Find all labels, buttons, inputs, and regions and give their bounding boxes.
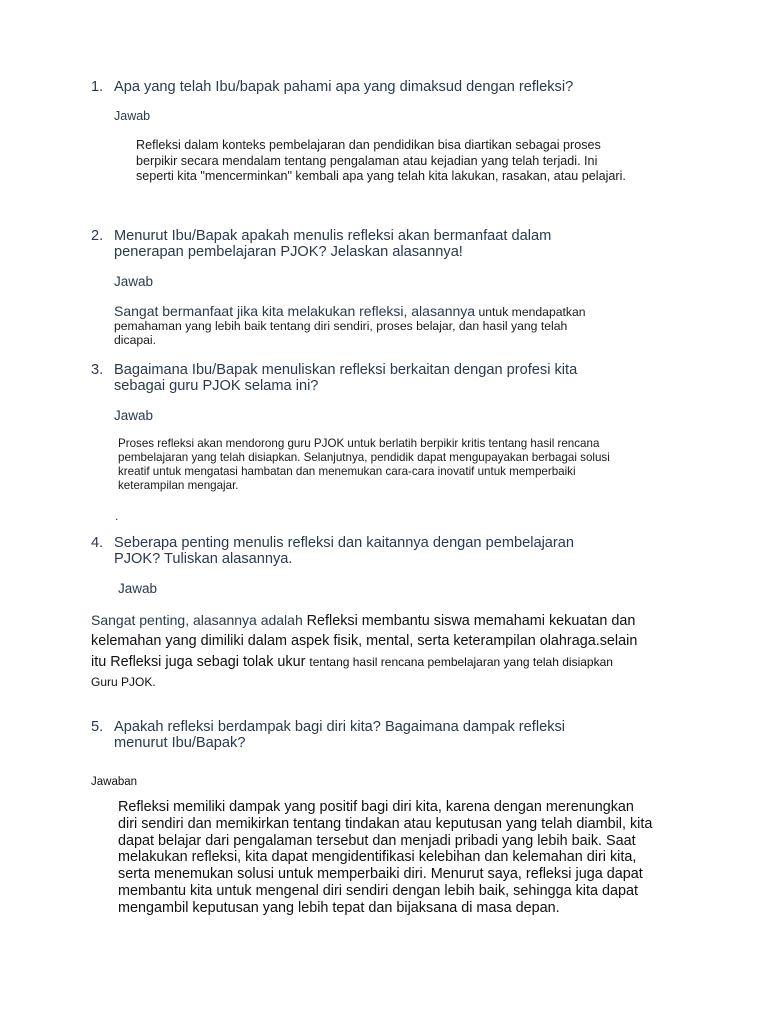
answer-line: Proses refleksi akan mendorong guru PJOK untuk berlatih berpikir kritis tentang hasil rencana (118, 437, 600, 450)
answer-line: serta menemukan solusi untuk memperbaiki diri. Menurut saya, refleksi juga dapat (118, 866, 643, 883)
question-text: Apa yang telah Ibu/bapak pahami apa yang dimaksud dengan refleksi? (114, 79, 574, 95)
answer-label: Jawab (118, 581, 158, 596)
answer-1 (136, 138, 626, 185)
answer-line: keterampilan mengajar. (118, 479, 239, 492)
answer-lead: Sangat bermanfaat jika kita melakukan refleksi, alasannya (114, 303, 476, 319)
answer-line: Refleksi memiliki dampak yang positif bagi diri kita, karena dengan merenungkan (118, 799, 634, 815)
answer-line (114, 304, 586, 319)
question-text: penerapan pembelajaran PJOK? Jelaskan alasannya! (114, 244, 463, 260)
answer-text: tentang hasil rencana pembelajaran yang telah disiapkan (309, 655, 613, 669)
answer-line (91, 651, 637, 672)
answer-tail: untuk mendapatkan (475, 305, 586, 319)
question-number: 1. (91, 79, 104, 95)
answer-text: Refleksi membantu siswa memahami kekuatan dan (306, 613, 636, 629)
answer-line: dapat belajar dari pengalaman tersebut dan menjadi pribadi yang lebih baik. Saat (118, 832, 636, 849)
answer-5 (118, 799, 652, 917)
answer-3 (118, 437, 610, 493)
answer-line (91, 610, 637, 631)
question-text: sebagai guru PJOK selama ini? (114, 378, 319, 394)
answer-line: kreatif untuk mengatasi hambatan dan menemukan cara-cara inovatif untuk memperbaiki (118, 465, 576, 478)
answer-label: Jawab (114, 274, 154, 289)
answer-label: Jawab (114, 109, 151, 123)
answer-text: itu Refleksi juga sebagi tolak ukur (91, 654, 310, 670)
question-number: 5. (91, 719, 104, 735)
answer-line: berpikir secara mendalam tentang pengalaman atau kejadian yang telah terjadi. Ini (136, 153, 598, 168)
answer-line: pembelajaran yang telah disiapkan. Selanjutnya, pendidik dapat mengupayakan berbagai solusi (118, 451, 610, 464)
question-number: 2. (91, 228, 104, 244)
answer-line: melakukan refleksi, kita dapat mengidentifikasi kelebihan dan kelemahan diri kita, (118, 849, 637, 866)
answer-line: Guru PJOK. (91, 675, 156, 689)
answer-lead: Sangat penting, alasannya adalah (91, 612, 307, 628)
answer-line: diri sendiri dan memikirkan tentang tindakan atau keputusan yang telah diambil, kita (118, 815, 653, 832)
question-text: Apakah refleksi berdampak bagi diri kita? Bagaimana dampak refleksi (114, 719, 566, 735)
question-number: 3. (91, 362, 104, 378)
answer-4 (91, 610, 637, 692)
answer-line: Refleksi dalam konteks pembelajaran dan pendidikan bisa diartikan sebagai proses (136, 138, 601, 152)
answer-2 (114, 304, 586, 347)
question-text: Menurut Ibu/Bapak apakah menulis refleksi akan bermanfaat dalam (114, 228, 552, 244)
answer-line: membantu kita untuk mengenal diri sendiri dengan lebih baik, sehingga kita dapat (118, 882, 638, 899)
answer-label: Jawab (114, 408, 154, 423)
answer-label: Jawaban (91, 776, 138, 788)
answer-line: mengambil keputusan yang lebih tepat dan bijaksana di masa depan. (118, 899, 560, 916)
answer-line: kelemahan yang dimiliki dalam aspek fisik, mental, serta keterampilan olahraga.selain (91, 633, 638, 649)
question-text: Seberapa penting menulis refleksi dan kaitannya dengan pembelajaran (114, 535, 575, 551)
question-text: Bagaimana Ibu/Bapak menuliskan refleksi berkaitan dengan profesi kita (114, 362, 578, 378)
question-text: menurut Ibu/Bapak? (114, 735, 246, 751)
question-number: 4. (91, 535, 104, 551)
stray-dot: . (115, 509, 119, 523)
answer-line: dicapai. (114, 333, 157, 347)
answer-line: seperti kita "mencerminkan" kembali apa yang telah kita lakukan, rasakan, atau pelajari. (136, 169, 626, 183)
question-text: PJOK? Tuliskan alasannya. (114, 551, 293, 567)
answer-line: pemahaman yang lebih baik tentang diri sendiri, proses belajar, dan hasil yang telah (114, 319, 568, 333)
